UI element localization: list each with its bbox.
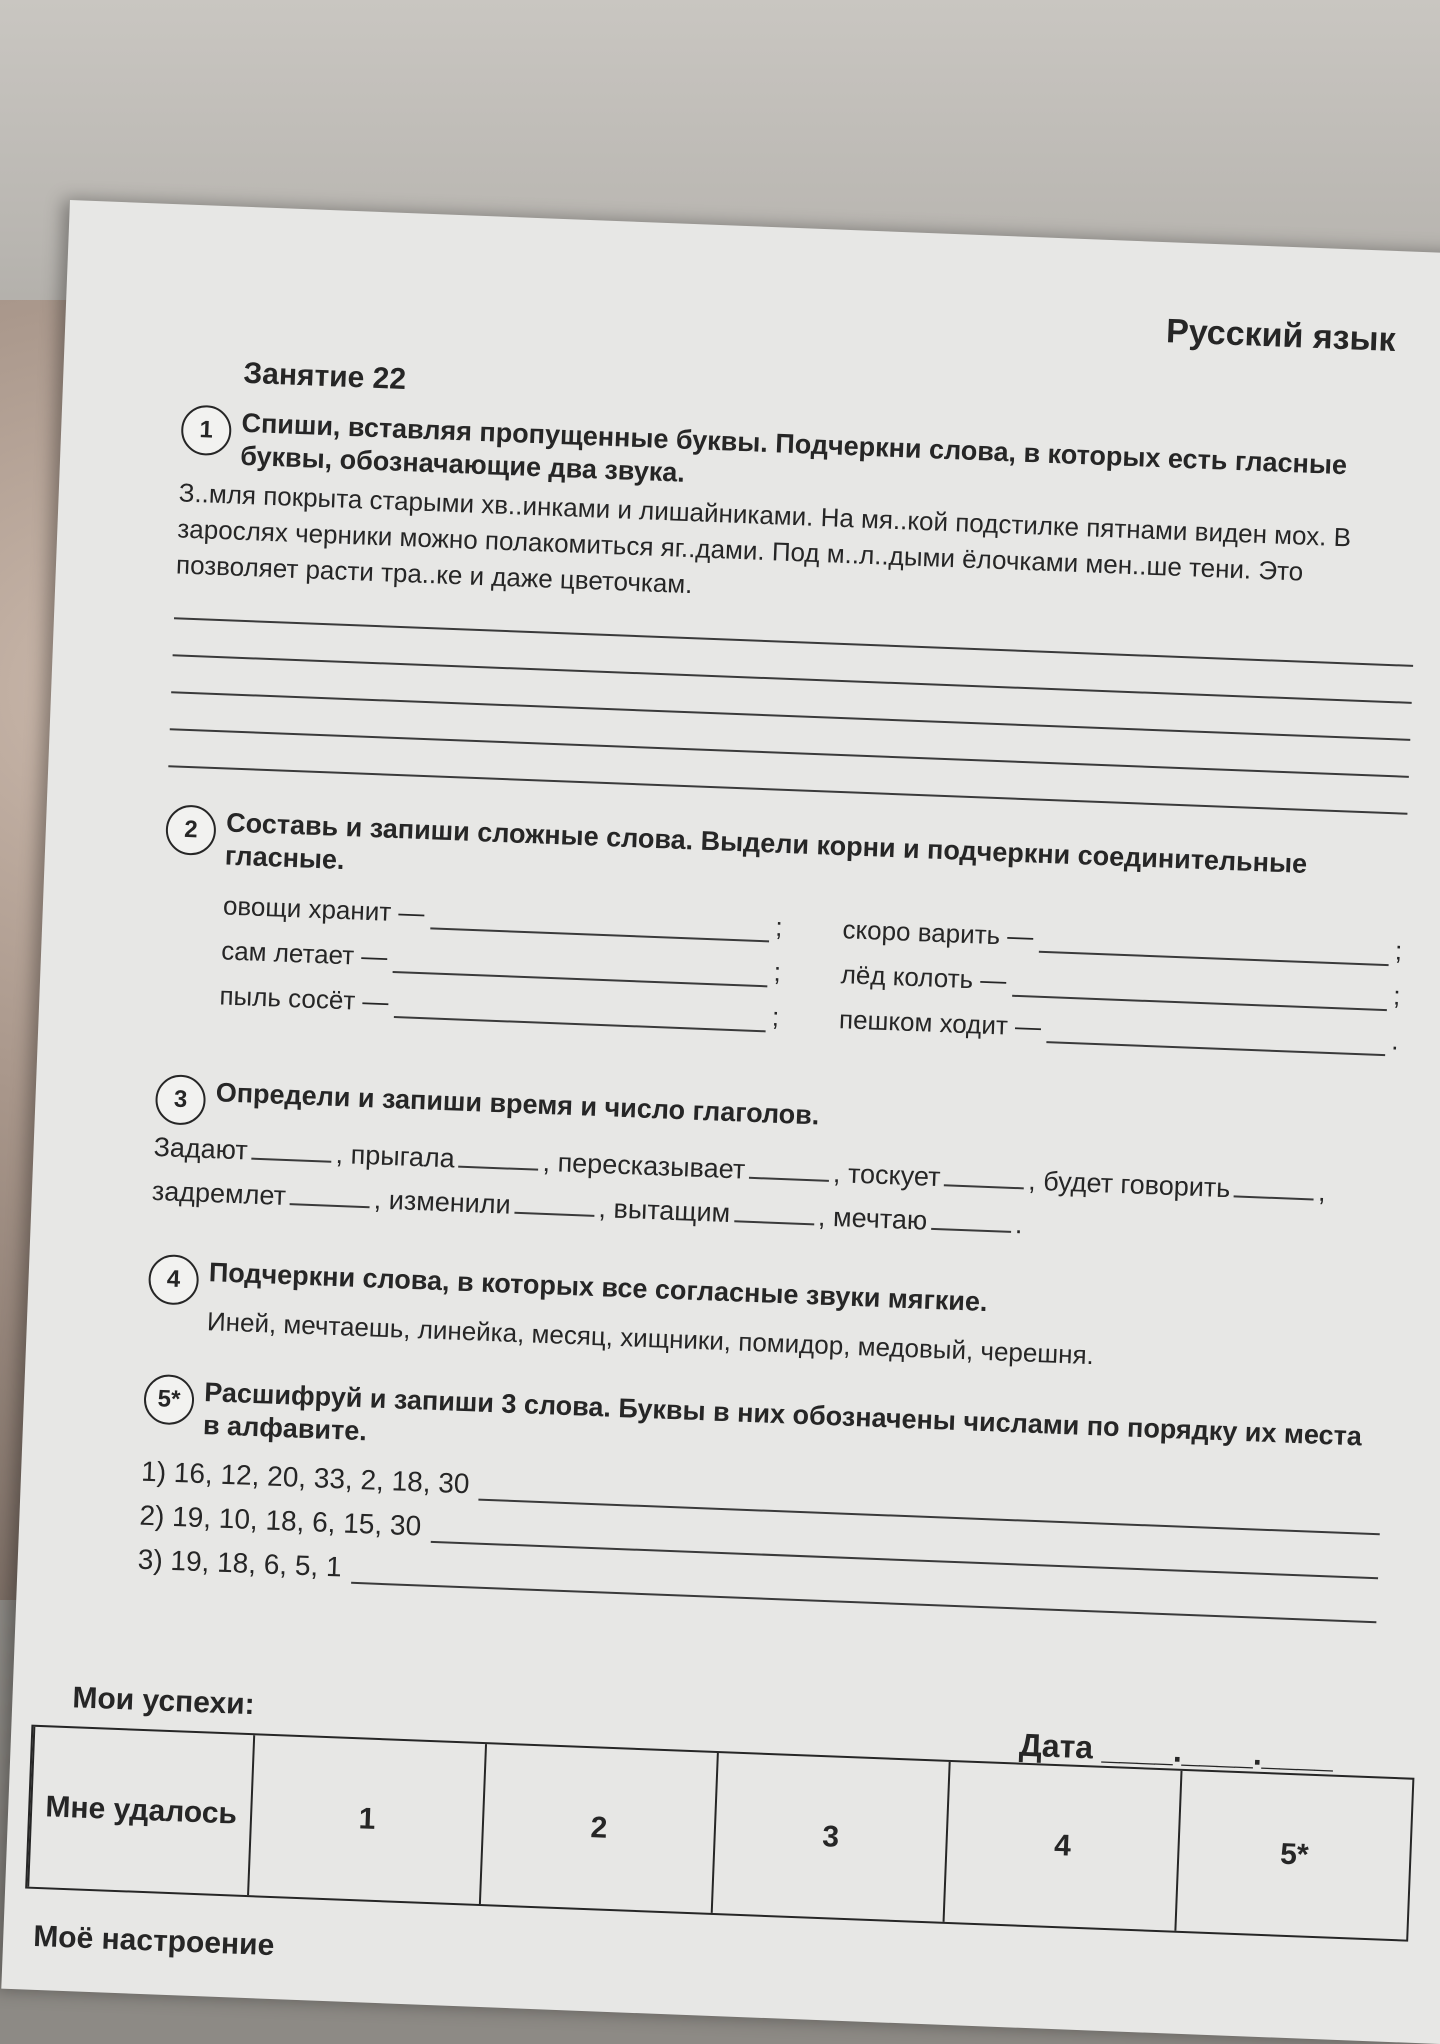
task-1-text: З..мля покрыта старыми хв..инками и лишайниками. На мя..кой подстилке пятнами виден мох. В зарослях черники можно полакомиться яг..дами. Под м..л..дыми ёлочками мен..ше тени. Это позволяет расти тра..ке и даже цветочкам. [175,477,1352,600]
table-cell[interactable]: 5* [1174,1771,1412,1940]
answer-blank[interactable] [944,1160,1025,1189]
answer-blank[interactable] [290,1179,371,1208]
task-3 [151,1074,1395,1260]
answer-blank[interactable] [1012,969,1388,1011]
row-label: Мне удалось [27,1727,253,1895]
verb-item: Задают [153,1131,249,1166]
table-cell[interactable]: 1 [247,1735,485,1904]
code-text: 2) 19, 10, 18, 6, 15, 30 [138,1499,422,1542]
word-pair-label: лёд колоть — [840,959,1007,996]
task-number-badge: 5* [143,1374,195,1426]
verb-item: задремлет [151,1175,287,1212]
punctuation: ; [774,911,784,942]
task-2-title: Составь и запиши сложные слова. Выдели корни и подчеркни соединительные гласные. [224,807,1308,879]
table-cell[interactable]: 3 [711,1753,949,1922]
writing-line[interactable] [171,690,1410,741]
task-5-title: Расшифруй и запиши 3 слова. Буквы в них обозначены числами по порядку их места в алфавите. [202,1377,1363,1452]
code-text: 3) 19, 18, 6, 5, 1 [137,1543,343,1583]
compound-word-item [842,914,1403,966]
word-pair-label: овощи хранит — [222,890,425,929]
task-number-badge: 2 [165,804,217,856]
success-table [25,1725,1414,1942]
date-label: Дата ____.____.____ [1018,1726,1334,1775]
compound-word-item [219,980,780,1032]
task-number-badge: 4 [148,1254,200,1306]
compound-word-item [222,890,783,942]
answer-blank[interactable] [394,990,767,1032]
lesson-title: Занятие 22 [242,356,407,397]
writing-line[interactable] [173,653,1412,704]
table-cell[interactable]: 4 [943,1762,1181,1931]
code-text: 1) 16, 12, 20, 33, 2, 18, 30 [140,1455,471,1500]
task-3-title: Определи и запиши время и число глаголов. [215,1077,820,1131]
mood-label: Моё настроение [32,1919,275,1963]
punctuation: ; [773,956,782,987]
word-pair-label: сам летает — [220,935,388,972]
punctuation: . [1390,1025,1400,1056]
writing-line[interactable] [170,727,1409,778]
word-pair-label: скоро варить — [842,914,1034,952]
verb-item: будет говорить [1042,1166,1231,1204]
verb-item: прыгала [350,1139,456,1174]
task-5 [137,1374,1384,1623]
answer-blank[interactable] [458,1142,539,1171]
task-1 [168,404,1421,814]
answer-blank[interactable] [1039,925,1390,966]
subject-title: Русский язык [1165,312,1397,359]
workbook-page [1,200,1440,2044]
punctuation: ; [1392,980,1402,1011]
writing-line[interactable] [174,616,1413,667]
punctuation: ; [1394,935,1403,966]
task-2 [159,804,1406,1056]
answer-blank[interactable] [734,1196,815,1225]
task-4 [146,1254,1388,1385]
task-4-title: Подчеркни слова, в которых все согласные звуки мягкие. [208,1257,988,1318]
answer-blank[interactable] [749,1153,830,1182]
answer-blank[interactable] [251,1134,332,1163]
task-number-badge: 3 [155,1074,207,1126]
verb-item: мечтаю [832,1202,928,1236]
word-pair-label: пыль сосёт — [219,980,390,1017]
writing-line[interactable] [168,764,1407,815]
word-pair-label: пешком ходит — [838,1004,1042,1042]
success-title: Мои успехи: [71,1681,256,1722]
verb-item: вытащим [613,1193,731,1229]
task-4-text: Иней, мечтаешь, линейка, месяц, хищники, помидор, медовый, черешня. [206,1306,1095,1371]
answer-blank[interactable] [514,1188,595,1217]
verb-item: тоскует [847,1158,941,1193]
task-number-badge: 1 [180,404,232,456]
answer-blank[interactable] [393,945,768,987]
punctuation: ; [771,1001,780,1032]
code-list [137,1456,1381,1624]
verb-item: пересказывает [557,1147,746,1185]
compound-word-item [839,1004,1400,1056]
table-cell[interactable]: 2 [479,1744,717,1913]
verb-item: изменили [388,1184,512,1220]
answer-blank[interactable] [430,901,770,942]
compound-word-item [840,959,1401,1011]
answer-blank[interactable] [931,1204,1012,1233]
answer-blank[interactable] [1046,1015,1386,1056]
compound-words-grid [219,890,1403,1056]
answer-blank[interactable] [1234,1171,1315,1200]
verb-list: Задают , прыгала , пересказывает , тоскует , будет говорить , задремлет , изменили , вытащим , мечтаю . [151,1131,1327,1240]
task-1-title: Спиши, вставляя пропущенные буквы. Подчеркни слова, в которых есть гласные буквы, обозначающие два звука. [239,407,1348,488]
compound-word-item [221,935,782,987]
